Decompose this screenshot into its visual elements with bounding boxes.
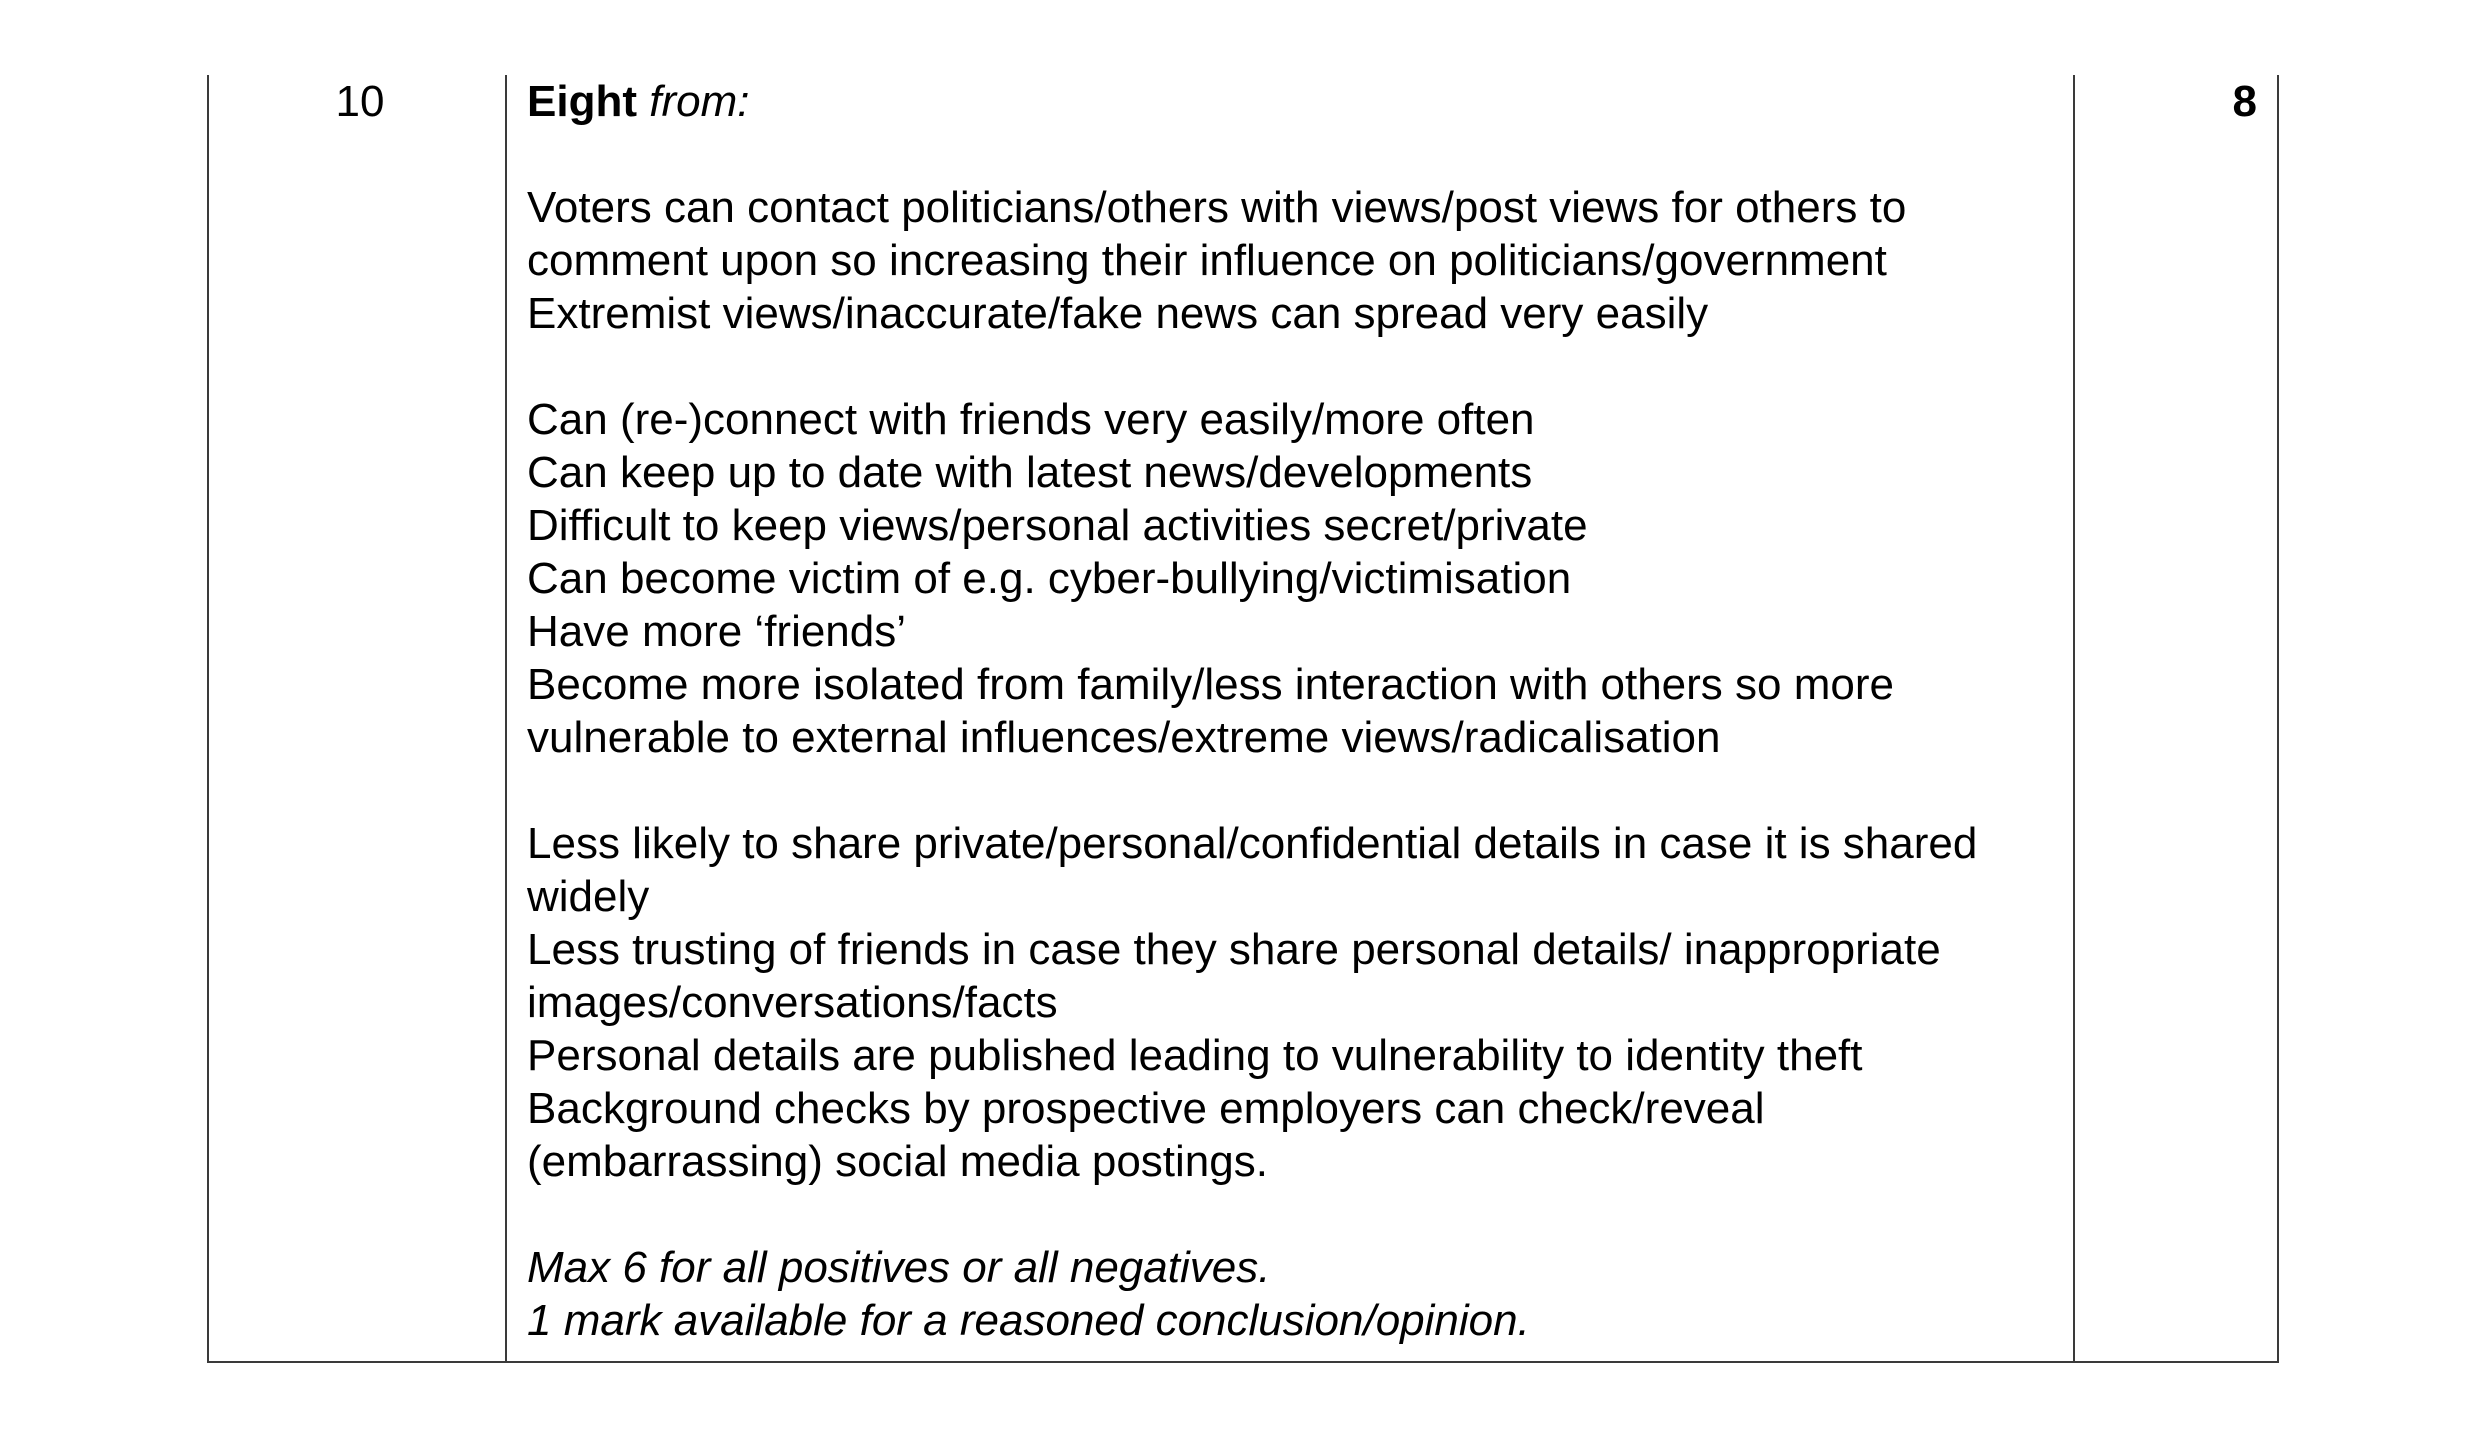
answer-line: Extremist views/inaccurate/fake news can spread very easily bbox=[527, 289, 1709, 338]
answer-line: Less likely to share private/personal/confidential details in case it is shared bbox=[527, 819, 1978, 868]
answer-line: Can (re-)connect with friends very easily/more often bbox=[527, 395, 1535, 444]
note-line: Max 6 for all positives or all negatives. bbox=[527, 1243, 1271, 1292]
answer-block-3 bbox=[527, 817, 2057, 1188]
answer-line: Voters can contact politicians/others with views/post views for others to bbox=[527, 183, 1907, 232]
answer-line: images/conversations/facts bbox=[527, 978, 1058, 1027]
mark-scheme-table bbox=[207, 75, 2279, 1363]
answer-line: Become more isolated from family/less interaction with others so more bbox=[527, 660, 1894, 709]
answer-heading bbox=[527, 75, 2057, 128]
heading-italic: from: bbox=[649, 77, 750, 126]
answer-block-2 bbox=[527, 393, 2057, 764]
question-number: 10 bbox=[335, 77, 385, 126]
answer-line: Difficult to keep views/personal activities secret/private bbox=[527, 501, 1588, 550]
answer-line: (embarrassing) social media postings. bbox=[527, 1137, 1268, 1186]
answer-line: Less trusting of friends in case they share personal details/ inappropriate bbox=[527, 925, 1941, 974]
marking-notes bbox=[527, 1241, 2057, 1347]
column-divider bbox=[505, 75, 507, 1361]
answer-cell bbox=[527, 75, 2057, 1347]
marks-value: 8 bbox=[2232, 77, 2257, 126]
heading-bold: Eight bbox=[527, 77, 637, 126]
note-line: 1 mark available for a reasoned conclusion/opinion. bbox=[527, 1296, 1530, 1345]
answer-line: widely bbox=[527, 872, 650, 921]
answer-line: Can keep up to date with latest news/developments bbox=[527, 448, 1533, 497]
answer-line: Can become victim of e.g. cyber-bullying/victimisation bbox=[527, 554, 1572, 603]
answer-line: vulnerable to external influences/extreme views/radicalisation bbox=[527, 713, 1721, 762]
answer-line: Have more ‘friends’ bbox=[527, 607, 907, 656]
answer-line: Background checks by prospective employers can check/reveal bbox=[527, 1084, 1765, 1133]
answer-line: comment upon so increasing their influence on politicians/government bbox=[527, 236, 1887, 285]
answer-block-1 bbox=[527, 181, 2057, 340]
answer-line: Personal details are published leading to vulnerability to identity theft bbox=[527, 1031, 1863, 1080]
column-divider bbox=[2073, 75, 2075, 1361]
